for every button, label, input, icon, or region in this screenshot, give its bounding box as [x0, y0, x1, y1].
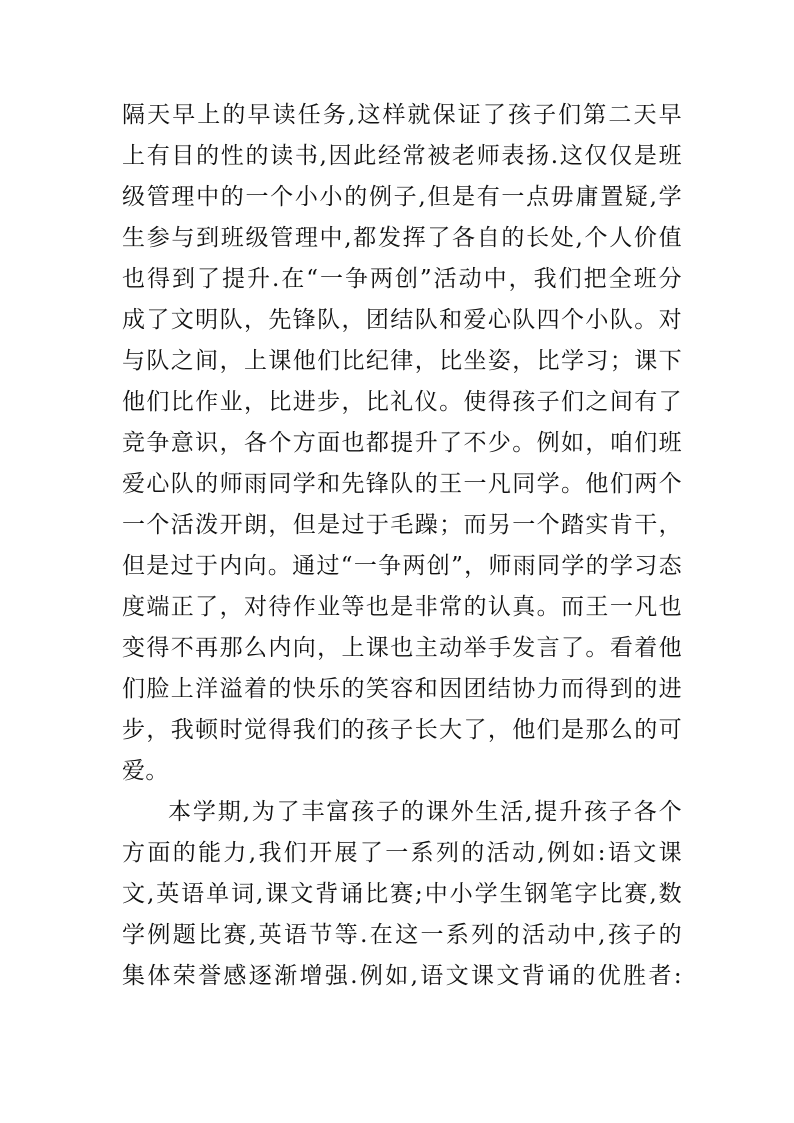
text-line: 学例题比赛,英语节等.在这一系列的活动中,孩子的	[122, 922, 682, 948]
text-line: 竞争意识，各个方面也都提升了不少。例如，咱们班	[122, 430, 682, 456]
text-line: 成了文明队，先锋队，团结队和爱心队四个小队。对	[122, 307, 682, 333]
text-line: 度端正了，对待作业等也是非常的认真。而王一凡也	[122, 594, 682, 620]
text-line: 也得到了提升.在“一争两创”活动中，我们把全班分	[122, 266, 682, 292]
document-body	[122, 95, 682, 997]
text-line: 一个活泼开朗，但是过于毛躁；而另一个踏实肯干，	[122, 512, 682, 538]
text-line: 们脸上洋溢着的快乐的笑容和因团结协力而得到的进	[122, 676, 682, 702]
text-line: 集体荣誉感逐渐增强.例如,语文课文背诵的优胜者:	[122, 963, 682, 989]
text-line: 与队之间，上课他们比纪律，比坐姿，比学习；课下	[122, 348, 682, 374]
text-line: 变得不再那么内向，上课也主动举手发言了。看着他	[122, 635, 682, 661]
text-line: 步，我顿时觉得我们的孩子长大了，他们是那么的可	[122, 717, 682, 743]
text-line: 但是过于内向。通过“一争两创”，师雨同学的学习态	[122, 553, 682, 579]
text-line: 方面的能力,我们开展了一系列的活动,例如:语文课	[122, 840, 682, 866]
text-line: 文,英语单词,课文背诵比赛;中小学生钢笔字比赛,数	[122, 881, 682, 907]
text-line: 隔天早上的早读任务,这样就保证了孩子们第二天早	[122, 102, 682, 128]
text-line: 爱心队的师雨同学和先锋队的王一凡同学。他们两个	[122, 471, 682, 497]
text-line: 级管理中的一个小小的例子,但是有一点毋庸置疑,学	[122, 184, 682, 210]
text-line: 本学期,为了丰富孩子的课外生活,提升孩子各个	[168, 799, 682, 825]
paragraph-2	[122, 792, 682, 997]
text-line: 他们比作业，比进步，比礼仪。使得孩子们之间有了	[122, 389, 682, 415]
paragraph-1	[122, 95, 682, 792]
text-line: 生参与到班级管理中,都发挥了各自的长处,个人价值	[122, 225, 682, 251]
text-line: 上有目的性的读书,因此经常被老师表扬.这仅仅是班	[122, 143, 682, 169]
text-line: 爱。	[122, 758, 169, 784]
